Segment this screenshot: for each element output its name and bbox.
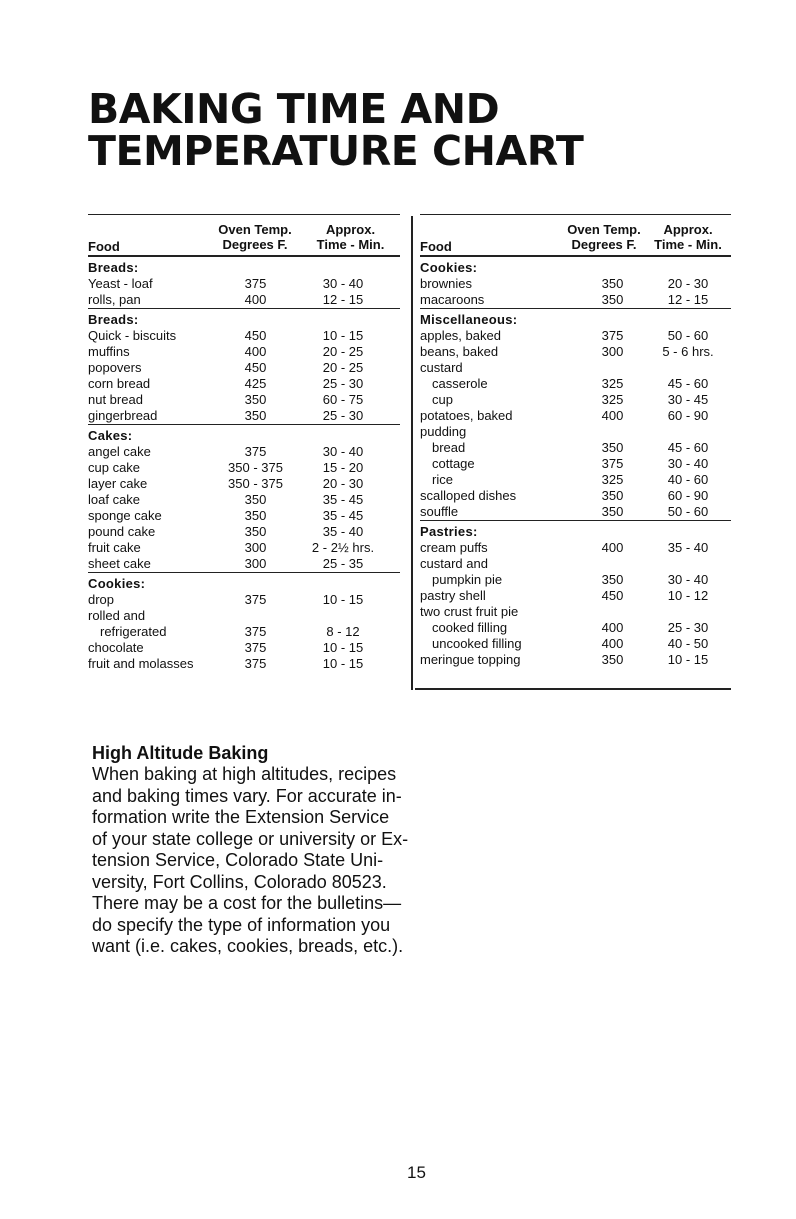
approx-time: 10 - 15 bbox=[322, 328, 364, 343]
food-name: Quick - biscuits bbox=[88, 328, 177, 343]
oven-temp: 350 - 375 bbox=[228, 476, 283, 491]
food-name: casserole bbox=[432, 376, 488, 391]
header-food: Food bbox=[88, 239, 120, 254]
food-name: cooked filling bbox=[432, 620, 508, 635]
table-row bbox=[420, 636, 731, 652]
approx-time: 60 - 90 bbox=[667, 488, 709, 503]
table-row bbox=[88, 592, 400, 608]
approx-time: 12 - 15 bbox=[667, 292, 709, 307]
approx-time: 35 - 45 bbox=[322, 492, 364, 507]
table-row bbox=[88, 360, 400, 376]
food-group bbox=[420, 257, 731, 308]
table-row bbox=[88, 328, 400, 344]
food-name: rolls, pan bbox=[88, 292, 141, 307]
approx-time: 25 - 30 bbox=[667, 620, 709, 635]
food-name: custard and bbox=[420, 556, 488, 571]
group-title: Miscellaneous: bbox=[420, 312, 518, 327]
table-row bbox=[88, 476, 400, 492]
table-row bbox=[88, 344, 400, 360]
table-row bbox=[420, 292, 731, 308]
food-name: macaroons bbox=[420, 292, 485, 307]
table-row bbox=[420, 556, 731, 572]
oven-temp: 400 bbox=[601, 636, 624, 651]
table-row bbox=[88, 540, 400, 556]
table-row bbox=[88, 392, 400, 408]
approx-time: 10 - 15 bbox=[322, 640, 364, 655]
oven-temp: 375 bbox=[244, 656, 267, 671]
food-name: gingerbread bbox=[88, 408, 158, 423]
food-name: potatoes, baked bbox=[420, 408, 513, 423]
oven-temp: 375 bbox=[601, 456, 624, 471]
table-row bbox=[88, 556, 400, 572]
header-approx-time: Approx. Time - Min. bbox=[316, 222, 385, 252]
food-name: brownies bbox=[420, 276, 473, 291]
food-name: pudding bbox=[420, 424, 467, 439]
food-name: pound cake bbox=[88, 524, 156, 539]
table-row bbox=[420, 652, 731, 668]
oven-temp: 375 bbox=[601, 328, 624, 343]
oven-temp: 450 bbox=[244, 360, 267, 375]
food-name: two crust fruit pie bbox=[420, 604, 519, 619]
oven-temp: 300 bbox=[244, 540, 267, 555]
group-title: Cakes: bbox=[88, 428, 133, 443]
food-name: nut bread bbox=[88, 392, 143, 407]
note-line: and baking times vary. For accurate in- bbox=[92, 785, 402, 806]
header-oven-temp: Oven Temp. Degrees F. bbox=[218, 222, 292, 252]
approx-time: 20 - 30 bbox=[322, 476, 364, 491]
food-name: muffins bbox=[88, 344, 130, 359]
oven-temp: 350 - 375 bbox=[228, 460, 283, 475]
table-row bbox=[420, 488, 731, 504]
approx-time: 60 - 90 bbox=[667, 408, 709, 423]
table-row bbox=[420, 620, 731, 636]
table-row bbox=[420, 588, 731, 604]
oven-temp: 300 bbox=[244, 556, 267, 571]
food-name: souffle bbox=[420, 504, 459, 519]
table-row bbox=[88, 276, 400, 292]
table-row bbox=[88, 444, 400, 460]
oven-temp: 350 bbox=[601, 652, 624, 667]
title-line-2: TEMPERATURE CHART bbox=[88, 127, 584, 175]
approx-time: 25 - 35 bbox=[322, 556, 364, 571]
oven-temp: 400 bbox=[244, 292, 267, 307]
group-title: Breads: bbox=[88, 312, 139, 327]
approx-time: 45 - 60 bbox=[667, 440, 709, 455]
approx-time: 25 - 30 bbox=[322, 408, 364, 423]
table-row bbox=[88, 608, 400, 624]
oven-temp: 350 bbox=[601, 488, 624, 503]
note-title: High Altitude Baking bbox=[92, 743, 269, 763]
table-row bbox=[420, 408, 731, 424]
table-row bbox=[420, 540, 731, 556]
title-line-1: BAKING TIME AND bbox=[88, 85, 500, 133]
note-line: versity, Fort Collins, Colorado 80523. bbox=[92, 871, 387, 892]
header-food: Food bbox=[420, 239, 452, 254]
oven-temp: 375 bbox=[244, 640, 267, 655]
note-line: of your state college or university or Ex- bbox=[92, 828, 409, 849]
oven-temp: 350 bbox=[601, 276, 624, 291]
food-name: rolled and bbox=[88, 608, 146, 623]
food-name: beans, baked bbox=[420, 344, 499, 359]
food-name: fruit and molasses bbox=[88, 656, 194, 671]
oven-temp: 375 bbox=[244, 592, 267, 607]
approx-time: 50 - 60 bbox=[667, 328, 709, 343]
approx-time: 30 - 45 bbox=[667, 392, 709, 407]
approx-time: 45 - 60 bbox=[667, 376, 709, 391]
approx-time: 35 - 40 bbox=[667, 540, 709, 555]
food-name: sponge cake bbox=[88, 508, 162, 523]
table-row bbox=[88, 508, 400, 524]
food-name: uncooked filling bbox=[432, 636, 522, 651]
note-body bbox=[92, 764, 412, 958]
table-row bbox=[420, 392, 731, 408]
table-row bbox=[420, 504, 731, 520]
oven-temp: 375 bbox=[244, 276, 267, 291]
food-name: cream puffs bbox=[420, 540, 488, 555]
group-title: Breads: bbox=[88, 260, 139, 275]
oven-temp: 425 bbox=[244, 376, 267, 391]
oven-temp: 350 bbox=[244, 524, 267, 539]
food-group bbox=[88, 308, 400, 424]
approx-time: 5 - 6 hrs. bbox=[662, 344, 714, 359]
table-row bbox=[88, 640, 400, 656]
food-name: pumpkin pie bbox=[432, 572, 503, 587]
table-row bbox=[88, 656, 400, 672]
group-title: Cookies: bbox=[88, 576, 146, 591]
oven-temp: 400 bbox=[601, 408, 624, 423]
approx-time: 10 - 15 bbox=[322, 592, 364, 607]
food-name: corn bread bbox=[88, 376, 151, 391]
oven-temp: 350 bbox=[601, 440, 624, 455]
high-altitude-note bbox=[92, 742, 412, 958]
approx-time: 50 - 60 bbox=[667, 504, 709, 519]
right-table-body bbox=[420, 257, 731, 668]
table-row bbox=[88, 376, 400, 392]
food-name: cup cake bbox=[88, 460, 141, 475]
oven-temp: 400 bbox=[601, 620, 624, 635]
note-line: want (i.e. cakes, cookies, breads, etc.). bbox=[92, 936, 404, 956]
oven-temp: 350 bbox=[601, 504, 624, 519]
table-row bbox=[88, 292, 400, 308]
approx-time: 25 - 30 bbox=[322, 376, 364, 391]
food-name: scalloped dishes bbox=[420, 488, 517, 503]
oven-temp: 300 bbox=[601, 344, 624, 359]
oven-temp: 375 bbox=[244, 624, 267, 639]
approx-time: 35 - 45 bbox=[322, 508, 364, 523]
header-approx-time: Approx. Time - Min. bbox=[654, 222, 722, 252]
table-row bbox=[420, 440, 731, 456]
oven-temp: 350 bbox=[244, 392, 267, 407]
oven-temp: 450 bbox=[601, 588, 624, 603]
food-name: loaf cake bbox=[88, 492, 141, 507]
food-group bbox=[88, 572, 400, 672]
table-row bbox=[420, 276, 731, 292]
approx-time: 20 - 25 bbox=[322, 360, 364, 375]
approx-time: 40 - 50 bbox=[667, 636, 709, 651]
note-line: tension Service, Colorado State Uni- bbox=[92, 850, 384, 870]
oven-temp: 325 bbox=[601, 392, 624, 407]
food-group bbox=[88, 257, 400, 308]
food-group bbox=[420, 520, 731, 668]
approx-time: 10 - 12 bbox=[667, 588, 709, 603]
oven-temp: 325 bbox=[601, 472, 624, 487]
table-row bbox=[88, 524, 400, 540]
table-row bbox=[420, 344, 731, 360]
table-row bbox=[420, 456, 731, 472]
table-row bbox=[420, 328, 731, 344]
food-name: apples, baked bbox=[420, 328, 501, 343]
food-name: custard bbox=[420, 360, 463, 375]
oven-temp: 450 bbox=[244, 328, 267, 343]
oven-temp: 400 bbox=[244, 344, 267, 359]
table-row bbox=[88, 460, 400, 476]
header-oven-temp: Oven Temp. Degrees F. bbox=[567, 222, 641, 252]
oven-temp: 375 bbox=[244, 444, 267, 459]
approx-time: 8 - 12 bbox=[326, 624, 360, 639]
column-divider bbox=[411, 216, 413, 690]
approx-time: 20 - 25 bbox=[322, 344, 364, 359]
note-line: do specify the type of information you bbox=[92, 914, 391, 935]
food-name: cup bbox=[432, 392, 453, 407]
food-group bbox=[420, 308, 731, 520]
food-name: angel cake bbox=[88, 444, 151, 459]
oven-temp: 350 bbox=[244, 408, 267, 423]
table-row bbox=[420, 424, 731, 440]
note-line: When baking at high altitudes, recipes bbox=[92, 764, 397, 784]
food-name: bread bbox=[432, 440, 466, 455]
approx-time: 30 - 40 bbox=[667, 572, 709, 587]
approx-time: 15 - 20 bbox=[322, 460, 364, 475]
food-name: meringue topping bbox=[420, 652, 521, 667]
approx-time: 30 - 40 bbox=[322, 444, 364, 459]
approx-time: 40 - 60 bbox=[667, 472, 709, 487]
table-bottom-rule bbox=[415, 688, 731, 690]
food-name: sheet cake bbox=[88, 556, 151, 571]
left-table bbox=[88, 214, 400, 672]
oven-temp: 325 bbox=[601, 376, 624, 391]
approx-time: 30 - 40 bbox=[322, 276, 364, 291]
oven-temp: 350 bbox=[601, 292, 624, 307]
table-row bbox=[88, 492, 400, 508]
approx-time: 2 - 2½ hrs. bbox=[311, 540, 375, 555]
right-table-header bbox=[420, 214, 731, 257]
food-name: pastry shell bbox=[420, 588, 486, 603]
approx-time: 12 - 15 bbox=[322, 292, 364, 307]
table-row bbox=[420, 376, 731, 392]
note-line: formation write the Extension Service bbox=[92, 807, 390, 827]
food-name: drop bbox=[88, 592, 115, 607]
left-table-header bbox=[88, 214, 400, 257]
table-row bbox=[420, 604, 731, 620]
approx-time: 20 - 30 bbox=[667, 276, 709, 291]
food-name: Yeast - loaf bbox=[88, 276, 153, 291]
food-name: popovers bbox=[88, 360, 142, 375]
food-name: cottage bbox=[432, 456, 475, 471]
approx-time: 10 - 15 bbox=[667, 652, 709, 667]
food-name: rice bbox=[432, 472, 453, 487]
table-row bbox=[420, 360, 731, 376]
note-line: There may be a cost for the bulletins— bbox=[92, 893, 402, 913]
table-row bbox=[88, 624, 400, 640]
food-name: chocolate bbox=[88, 640, 144, 655]
table-row bbox=[88, 408, 400, 424]
group-title: Cookies: bbox=[420, 260, 478, 275]
oven-temp: 350 bbox=[244, 492, 267, 507]
approx-time: 10 - 15 bbox=[322, 656, 364, 671]
food-name: fruit cake bbox=[88, 540, 141, 555]
approx-time: 60 - 75 bbox=[322, 392, 364, 407]
table-row bbox=[420, 572, 731, 588]
page-number: 15 bbox=[407, 1163, 426, 1182]
left-table-body bbox=[88, 257, 400, 672]
oven-temp: 350 bbox=[601, 572, 624, 587]
approx-time: 30 - 40 bbox=[667, 456, 709, 471]
food-group bbox=[88, 424, 400, 572]
food-name: layer cake bbox=[88, 476, 148, 491]
page-title bbox=[88, 85, 584, 175]
approx-time: 35 - 40 bbox=[322, 524, 364, 539]
right-table bbox=[420, 214, 731, 668]
table-row bbox=[420, 472, 731, 488]
group-title: Pastries: bbox=[420, 524, 478, 539]
food-name: refrigerated bbox=[100, 624, 167, 639]
oven-temp: 350 bbox=[244, 508, 267, 523]
oven-temp: 400 bbox=[601, 540, 624, 555]
